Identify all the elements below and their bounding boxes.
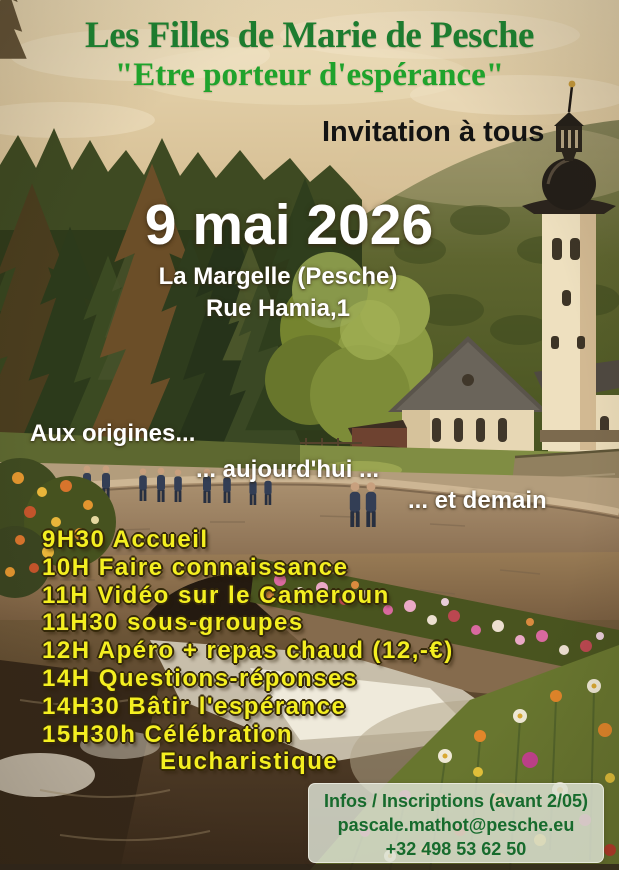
schedule-line: 14H30 Bâtir l'espérance	[42, 693, 347, 720]
tagline-today: ... aujourd'hui ...	[196, 456, 380, 483]
schedule-line: 10H Faire connaissance	[42, 554, 349, 581]
contact-box	[308, 783, 604, 863]
bottom-edge	[0, 864, 619, 870]
schedule-line: 15H30h Célébration	[42, 721, 294, 748]
event-date: 9 mai 2026	[144, 193, 434, 257]
venue-name: La Margelle (Pesche)	[158, 263, 398, 290]
schedule-line: 12H Apéro + repas chaud (12,-€)	[42, 637, 454, 664]
invitation-text: Invitation à tous	[322, 116, 545, 148]
contact-phone: +32 498 53 62 50	[385, 839, 527, 859]
contact-email: pascale.mathot@pesche.eu	[337, 815, 575, 835]
schedule-line: 9H30 Accueil	[42, 526, 209, 553]
schedule-line: 11H30 sous-groupes	[42, 609, 304, 636]
schedule-line: Eucharistique	[160, 748, 339, 775]
schedule-line: 14H Questions-réponses	[42, 665, 358, 692]
venue-address: Rue Hamia,1	[205, 295, 351, 322]
schedule-line: 11H Vidéo sur le Cameroun	[42, 582, 390, 609]
tagline-origins: Aux origines...	[30, 420, 196, 447]
poster-title: Les Filles de Marie de Pesche	[85, 15, 534, 56]
tagline-tomorrow: ... et demain	[408, 487, 547, 514]
venue-block	[0, 261, 556, 325]
poster-subtitle: "Etre porteur d'espérance"	[114, 57, 505, 93]
contact-info: Infos / Inscriptions (avant 2/05)	[323, 791, 589, 811]
